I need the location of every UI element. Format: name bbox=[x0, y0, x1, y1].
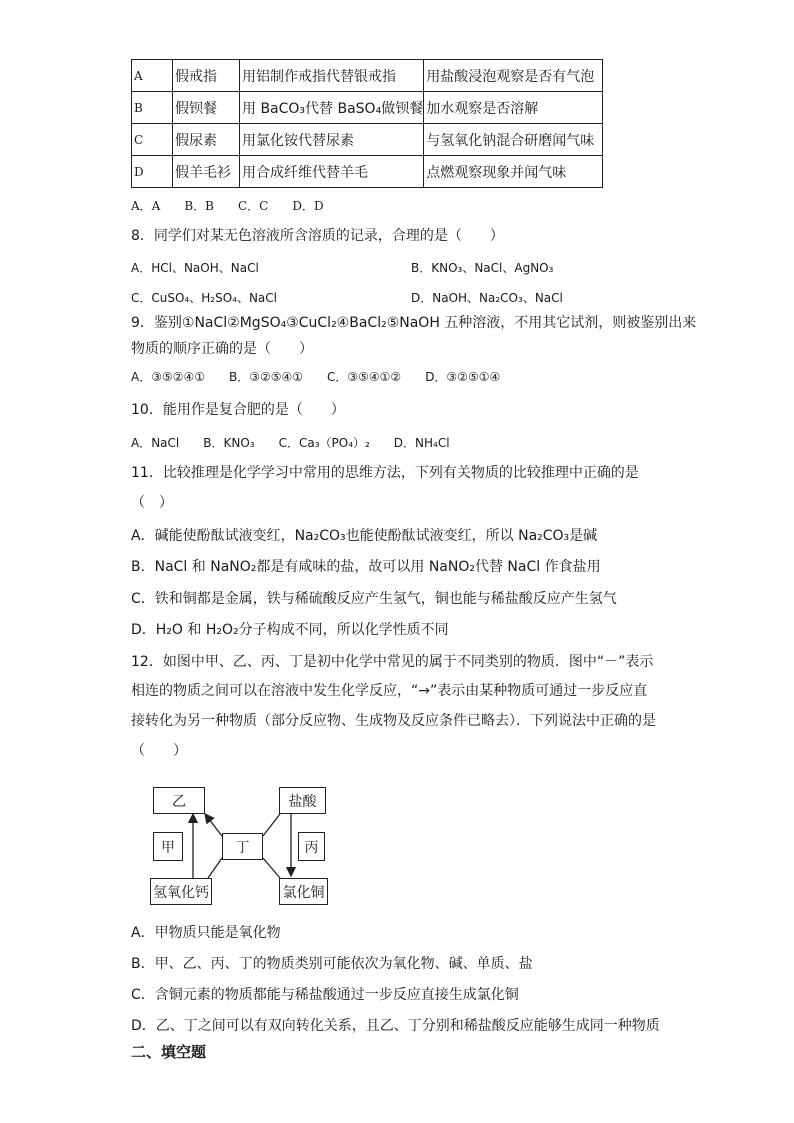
table-row bbox=[132, 92, 603, 124]
q11-option-c: C．铁和铜都是金属，铁与稀硫酸反应产生氢气，铜也能与稀盐酸反应产生氢气 bbox=[131, 591, 617, 607]
table-cell-item: 假羊毛衫 bbox=[173, 156, 240, 188]
table-cell-method: 用 BaCO₃代替 BaSO₄做钡餐 bbox=[240, 92, 424, 124]
q8-option-c: C．CuSO₄、H₂SO₄、NaCl bbox=[131, 291, 277, 305]
section-title: 二、填空题 bbox=[131, 1043, 207, 1061]
table-cell-method: 用铝制作戒指代替银戒指 bbox=[240, 60, 424, 92]
table-cell-identify: 用盐酸浸泡观察是否有气泡 bbox=[424, 60, 603, 92]
line-ding-hydrochloric-acid bbox=[263, 814, 280, 836]
diagram-box-ding: 丁 bbox=[222, 833, 263, 860]
q11-stem-line1: 11．比较推理是化学学习中常用的思维方法，下列有关物质的比较推理中正确的是 bbox=[131, 465, 639, 481]
q8-option-b: B．KNO₃、NaCl、AgNO₃ bbox=[411, 261, 554, 275]
diagram-box-calcium-hydroxide: 氢氧化钙 bbox=[150, 878, 212, 905]
q12-stem-line3: 接转化为另一种物质（部分反应物、生成物及反应条件已略去）．下列说法中正确的是 bbox=[131, 713, 656, 729]
q12-option-d: D．乙、丁之间可以有双向转化关系，且乙、丁分别和稀盐酸反应能够生成同一种物质 bbox=[131, 1018, 660, 1034]
table-cell-option: B bbox=[132, 92, 173, 124]
q12-stem-line4: （ ） bbox=[131, 743, 187, 759]
diagram-box-copper-chloride: 氯化铜 bbox=[279, 878, 328, 905]
table-cell-identify: 加水观察是否溶解 bbox=[424, 92, 603, 124]
q12-stem-line1: 12．如图中甲、乙、丙、丁是初中化学中常见的属于不同类别的物质．图中“－”表示 bbox=[131, 654, 654, 670]
table-cell-item: 假戒指 bbox=[173, 60, 240, 92]
q12-relationship-diagram bbox=[148, 783, 333, 908]
q7-options-table bbox=[131, 59, 603, 188]
q12-option-c: C．含铜元素的物质都能与稀盐酸通过一步反应直接生成氯化铜 bbox=[131, 987, 519, 1003]
q12-option-a: A．甲物质只能是氧化物 bbox=[131, 925, 281, 941]
q10-stem: 10．能用作是复合肥的是（ ） bbox=[131, 402, 345, 418]
q12-stem-line2: 相连的物质之间可以在溶液中发生化学反应，“→”表示由某种物质可通过一步反应直 bbox=[131, 683, 648, 699]
table-cell-option: D bbox=[132, 156, 173, 188]
diagram-box-jia: 甲 bbox=[153, 832, 183, 861]
q11-stem-line2: （ ） bbox=[131, 495, 173, 511]
table-cell-option: A bbox=[132, 60, 173, 92]
q12-option-b: B．甲、乙、丙、丁的物质类别可能依次为氧化物、碱、单质、盐 bbox=[131, 956, 533, 972]
diagram-box-hydrochloric-acid: 盐酸 bbox=[279, 787, 326, 814]
q10-options: A．NaCl B．KNO₃ C．Ca₃（PO₄）₂ D．NH₄Cl bbox=[131, 436, 450, 450]
q11-option-d: D．H₂O 和 H₂O₂分子构成不同，所以化学性质不同 bbox=[131, 622, 449, 638]
table-cell-method: 用合成纤维代替羊毛 bbox=[240, 156, 424, 188]
table-cell-method: 用氯化铵代替尿素 bbox=[240, 124, 424, 156]
q8-stem: 8．同学们对某无色溶液所含溶质的记录，合理的是（ ） bbox=[131, 228, 504, 244]
q7-answer-options: A．A B．B C．C D．D bbox=[131, 199, 324, 213]
table-cell-item: 假尿素 bbox=[173, 124, 240, 156]
table-cell-item: 假钡餐 bbox=[173, 92, 240, 124]
diagram-box-yi: 乙 bbox=[153, 787, 205, 814]
line-ding-calcium-hydroxide bbox=[208, 858, 222, 878]
q11-option-b: B．NaCl 和 NaNO₂都是有咸味的盐，故可以用 NaNO₂代替 NaCl 作食盐用 bbox=[131, 559, 601, 575]
q8-option-d: D．NaOH、Na₂CO₃、NaCl bbox=[411, 291, 563, 305]
q8-option-a: A．HCl、NaOH、NaCl bbox=[131, 261, 259, 275]
arrow-ding-to-yi bbox=[205, 814, 222, 836]
table-row bbox=[132, 124, 603, 156]
table-row bbox=[132, 60, 603, 92]
q11-option-a: A．碱能使酚酞试液变红，Na₂CO₃也能使酚酞试液变红，所以 Na₂CO₃是碱 bbox=[131, 528, 598, 544]
q9-stem-line2: 物质的顺序正确的是（ ） bbox=[131, 341, 313, 357]
table-cell-identify: 点燃观察现象并闻气味 bbox=[424, 156, 603, 188]
table-cell-identify: 与氢氧化钠混合研磨闻气味 bbox=[424, 124, 603, 156]
table-cell-option: C bbox=[132, 124, 173, 156]
diagram-box-bing: 丙 bbox=[298, 832, 325, 861]
q9-stem-line1: 9．鉴别①NaCl②MgSO₄③CuCl₂④BaCl₂⑤NaOH 五种溶液，不用其它试剂，则被鉴别出来 bbox=[131, 315, 697, 331]
table-row bbox=[132, 156, 603, 188]
line-ding-copper-chloride bbox=[263, 858, 280, 878]
q9-options: A．③⑤②④① B．③②⑤④① C．③⑤④①② D．③②⑤①④ bbox=[131, 370, 501, 384]
